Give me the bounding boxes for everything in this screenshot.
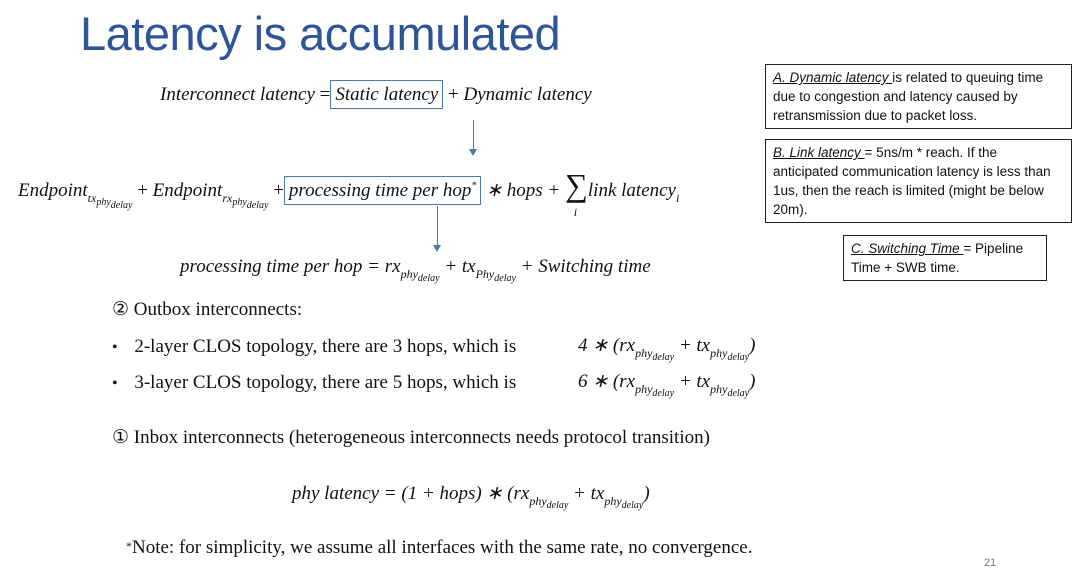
slide-title: Latency is accumulated <box>80 7 561 60</box>
bullet-icon: • <box>112 375 118 392</box>
arrow-line-1 <box>473 120 474 150</box>
note-switching-time: C. Switching Time = Pipeline Time + SWB time. <box>843 235 1047 281</box>
eq3-lhs: processing time per hop = rx <box>180 256 401 277</box>
outbox-formula-1: 4 ∗ $(rx_{phy_{delay}} + tx_{phy_{delay}})$ <box>578 335 756 363</box>
arrow-down-icon <box>469 149 477 156</box>
eq2-plus-1: + <box>137 180 148 201</box>
bullet-icon: • <box>112 339 118 356</box>
outbox-formula-2: 6 ∗ $(rx_{phy_{delay}} + tx_{phy_{delay}})$ <box>578 371 756 399</box>
inbox-heading: ① Inbox interconnects (heterogeneous interconnects needs protocol transition) <box>112 427 710 448</box>
eq3-switching: + Switching time <box>515 256 651 277</box>
eq1-equals: = <box>319 84 331 105</box>
eq2-endpoint-tx: Endpoint$_{tx_{phy_{delay}}}$ <box>18 180 133 211</box>
note-link-latency: B. Link latency = 5ns/m * reach. If the anticipated communication latency is less than 1us, then the reach is limited (might be below 20m). <box>765 139 1072 223</box>
eq1-dynamic: Dynamic latency <box>463 84 592 105</box>
processing-time-box: processing time per hop* <box>284 176 481 205</box>
footnote-star: * <box>126 539 132 553</box>
circled-one-marker: ① <box>112 427 130 448</box>
eq1-plus: + <box>448 84 459 105</box>
arrow-line-2 <box>437 206 438 246</box>
outbox-heading: ② Outbox interconnects: <box>112 299 303 320</box>
eq2-hops: ∗ hops + <box>486 180 561 201</box>
sigma-index: i <box>573 205 578 219</box>
note-dynamic-latency: A. Dynamic latency is related to queuing time due to congestion and latency caused by retransmission due to packet loss. <box>765 64 1072 129</box>
equation-phy-latency: phy latency = (1 + hops) ∗ $(rx_{phy_{delay}} + tx_{phy_{delay}})$ <box>292 483 650 511</box>
eq1-lhs: Interconnect latency <box>160 84 315 105</box>
circled-two-marker: ② <box>112 299 130 320</box>
sigma-symbol: ∑ <box>564 167 588 203</box>
static-latency-box: Static latency <box>330 80 443 109</box>
eq2-endpoint-rx: Endpoint$_{rx_{phy_{delay}}}$ <box>152 180 269 211</box>
eq2-plus-2: + <box>273 180 284 201</box>
link-index: i <box>676 191 680 205</box>
eq2-link-latency: link latency <box>587 180 676 201</box>
footnote: *Note: for simplicity, we assume all interfaces with the same rate, no convergence. <box>126 537 753 558</box>
arrow-down-icon <box>433 245 441 252</box>
eq3-tx: + tx <box>439 256 476 277</box>
outbox-item-2: • 3-layer CLOS topology, there are 5 hops, which is <box>112 372 517 393</box>
equation-static-latency <box>18 167 680 220</box>
equation-interconnect-latency <box>160 84 592 106</box>
outbox-item-1: • 2-layer CLOS topology, there are 3 hops, which is <box>112 336 517 357</box>
page-number: 21 <box>984 557 997 569</box>
equation-processing-time: processing time per hop = $rx_{phy_{delay}} + tx_{Phy_{delay}}$ + Switching time <box>180 256 651 284</box>
